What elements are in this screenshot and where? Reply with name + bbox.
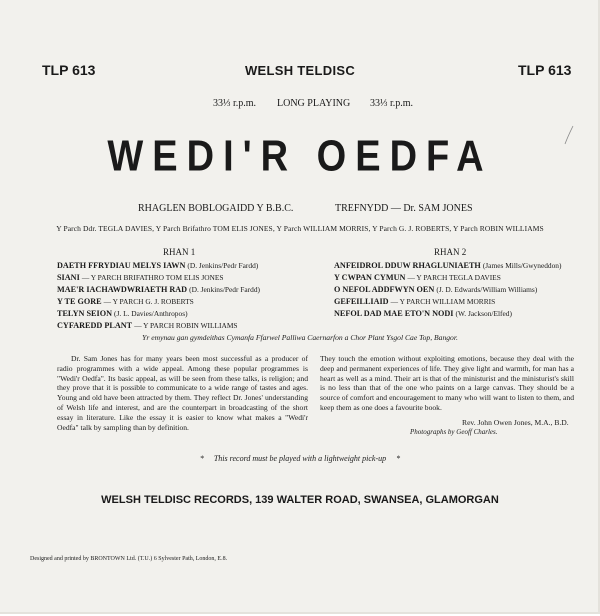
publisher-address: WELSH TELDISC RECORDS, 139 WALTER ROAD, SWANSEA, GLAMORGAN (101, 494, 499, 506)
track-row (57, 284, 260, 296)
organiser-label: TREFNYDD — Dr. SAM JONES (335, 203, 473, 214)
track-title: CYFAREDD PLANT (57, 321, 133, 330)
track-row (334, 260, 561, 272)
track-row (57, 296, 260, 308)
side-1-tracklist (57, 260, 260, 332)
track-credit: (D. Jenkins/Pedr Fardd) (189, 285, 260, 294)
warning-star: * (199, 454, 204, 463)
track-row (57, 308, 260, 320)
track-row (57, 272, 260, 284)
track-row (334, 272, 561, 284)
catalogue-number-left: TLP 613 (42, 62, 96, 78)
printer-credit: Designed and printed by BRONTOWN Ltd. (T.U.) 6 Sylvester Path, London, E.8. (30, 556, 228, 562)
warning-star: * (396, 454, 401, 463)
catalogue-number-right: TLP 613 (518, 62, 572, 78)
sleeve-notes-right: They touch the emotion without exploiting emotions, because they deal with the deep and permanent experiences of life. They give light and warmth, for man has a heart as well as a mind. Their art is that of the ministurist and the ministurist's skill is no less than that of the one who paints on a large canvas. They should be a source of comfort and encouragement to many who will want to listen to them, and keep them as one does a favourite book. (320, 354, 574, 412)
track-credit: (J. D. Edwards/William Williams) (436, 285, 538, 294)
hymn-credit-note: Yr emynau gan gymdeithas Cymanfa Ffarwel Palliwa Caernarfon a Chor Plant Ysgol Cae Top, Bangor. (142, 333, 458, 342)
clergy-list: Y Parch Ddr. TEGLA DAVIES, Y Parch Brifathro TOM ELIS JONES, Y Parch WILLIAM MORRIS, Y Parch G. J. ROBERTS, Y Parch ROBIN WILLIAMS (56, 224, 544, 233)
side-1-heading: RHAN 1 (163, 247, 196, 257)
track-title: DAETH FFRYDIAU MELYS IAWN (57, 261, 186, 270)
track-title: NEFOL DAD MAE ETO'N NODI (334, 309, 454, 318)
track-row (334, 284, 561, 296)
speed-right: 33⅓ r.p.m. (370, 98, 414, 109)
track-credit: — Y PARCH ROBIN WILLIAMS (134, 321, 238, 330)
programme-label: RHAGLEN BOBLOGAIDD Y B.B.C. (138, 203, 294, 214)
track-title: SIANI (57, 273, 80, 282)
track-title: Y TE GORE (57, 297, 102, 306)
warning-text: This record must be played with a lightweight pick-up (213, 454, 387, 463)
long-playing-label: LONG PLAYING (277, 98, 351, 109)
track-credit: (James Mills/Gwyneddon) (482, 261, 562, 270)
album-title: WEDI'R OEDFA (107, 132, 493, 182)
brand-name: WELSH TELDISC (244, 63, 356, 78)
track-title: TELYN SEION (57, 309, 112, 318)
track-title: O NEFOL ADDFWYN OEN (334, 285, 435, 294)
photo-credit: Photographs by Geoff Charles. (410, 428, 498, 436)
track-credit: (D. Jenkins/Pedr Fardd) (187, 261, 259, 270)
track-row (334, 308, 561, 320)
track-credit: (W. Jackson/Elfed) (455, 309, 512, 318)
track-row (57, 260, 260, 272)
track-title: MAE'R IACHAWDWRIAETH RAD (57, 285, 188, 294)
track-title: GEFEILLIAID (334, 297, 389, 306)
speed-left: 33⅓ r.p.m. (213, 98, 257, 109)
track-row (57, 320, 260, 332)
side-2-heading: RHAN 2 (434, 247, 467, 257)
track-credit: — Y PARCH BRIFATHRO TOM ELIS JONES (81, 273, 224, 282)
pen-mark-icon (562, 124, 576, 146)
track-credit: — Y PARCH TEGLA DAVIES (407, 273, 501, 282)
sleeve-notes-left: Dr. Sam Jones has for many years been most successful as a producer of radio programmes with a wide appeal. Among these popular programmes is "Wedi'r Oedfa". Its basic appeal, as will be seen from these talks, is religion; and they prove that it is possible to communicate to a wide range of tastes and ages. Young and old have been attracted by them. They reflect Dr. Jones' understanding of Welsh life and interest, and are the counterpart in broadcasting of the short essay in literature. Like the essay it is easier to know what makes a "Wedi'r Oedfa" talk by sampling than by definition. (57, 354, 308, 432)
track-credit: (J. L. Davies/Anthropos) (114, 309, 188, 318)
track-row (334, 296, 561, 308)
track-title: Y CWPAN CYMUN (334, 273, 406, 282)
side-2-tracklist (334, 260, 561, 320)
notes-signature: Rev. John Owen Jones, M.A., B.D. (462, 418, 569, 427)
playback-warning (0, 454, 600, 463)
track-title: ANFEIDROL DDUW RHAGLUNIAETH (334, 261, 481, 270)
track-credit: — Y PARCH WILLIAM MORRIS (390, 297, 496, 306)
track-credit: — Y PARCH G. J. ROBERTS (103, 297, 194, 306)
